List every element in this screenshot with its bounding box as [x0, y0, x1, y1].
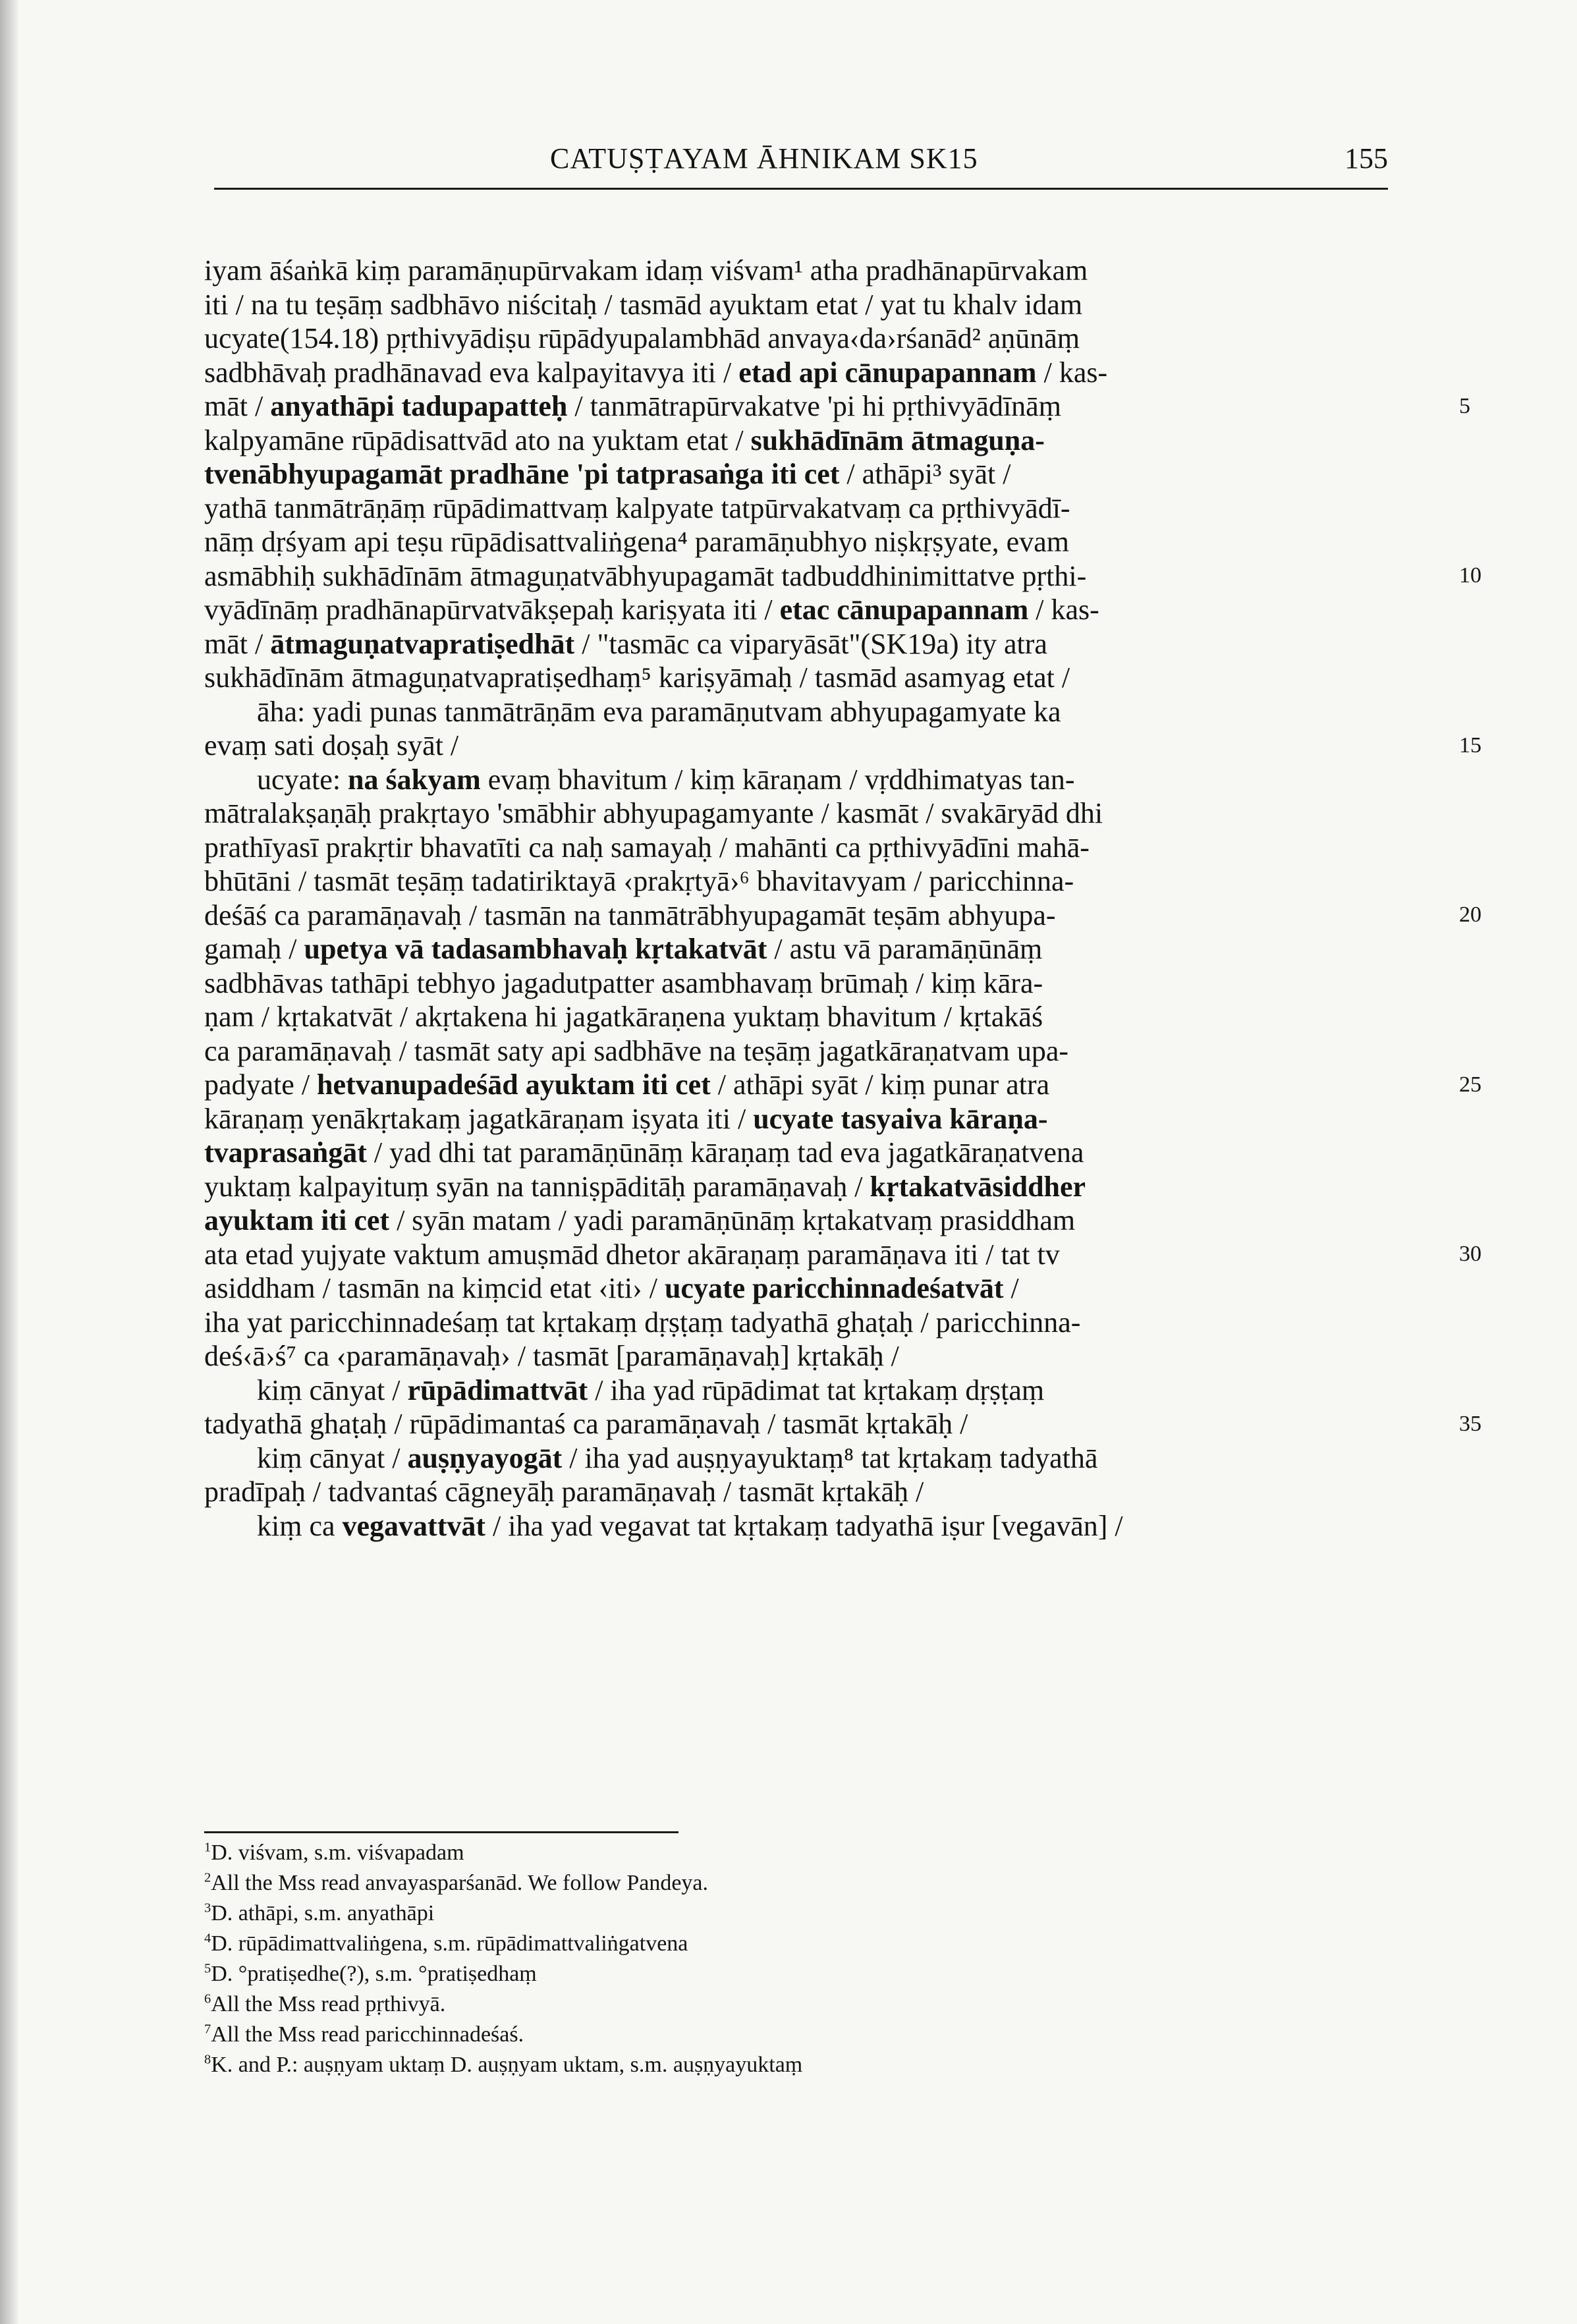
footnote: $^5$D. °pratiṣedhe(?), s.m. °pratiṣedhaṃ — [204, 1961, 537, 1986]
text-line: kalpyamāne rūpādisattvād ato na yuktam etat / sukhādīnām ātmaguṇa- — [204, 424, 1045, 456]
footnote: $^8$K. and P.: auṣṇyam uktaṃ D. auṣṇyam uktam, s.m. auṣṇyayuktaṃ — [204, 2052, 803, 2077]
page-edge-shadow — [0, 0, 20, 2324]
footnote: $^7$All the Mss read paricchinnadeśaś. — [204, 2022, 524, 2047]
main-text — [204, 254, 1423, 1543]
footnotes — [204, 1838, 1192, 2080]
text-line: māt / anyathāpi tadupapatteḥ / tanmātrapūrvakatve 'pi hi pṛthivyādīnāṃ — [204, 390, 1061, 422]
page-number: 155 — [1344, 142, 1388, 175]
text-line: sadbhāvaḥ pradhānavad eva kalpayitavya iti / etad api cānupapannam / kas- — [204, 356, 1108, 389]
text-line: ata etad yujyate vaktum amuṣmād dhetor akāraṇaṃ paramāṇava iti / tat tv — [204, 1238, 1060, 1271]
footnote: $^3$D. athāpi, s.m. anyathāpi — [204, 1900, 435, 1925]
line-number: 5 — [1459, 394, 1470, 418]
text-line: asiddham / tasmān na kiṃcid etat ‹iti› / ucyate paricchinnadeśatvāt / — [204, 1272, 1019, 1304]
text-line: kāraṇaṃ yenākṛtakaṃ jagatkāraṇam iṣyata iti / ucyate tasyaiva kāraṇa- — [204, 1102, 1048, 1135]
text-line: kiṃ cānyat / rūpādimattvāt / iha yad rūpādimat tat kṛtakaṃ dṛṣṭaṃ — [257, 1373, 1045, 1406]
text-line: vyādīnāṃ pradhānapūrvatvākṣepaḥ kariṣyata iti / etac cānupapannam / kas- — [204, 594, 1099, 626]
footnote-rule — [204, 1831, 678, 1833]
line-number: 35 — [1459, 1412, 1481, 1436]
line-number: 15 — [1459, 733, 1481, 758]
text-line: ucyate(154.18) pṛthivyādiṣu rūpādyupalambhād anvaya‹da›rśanād² aṇūnāṃ — [204, 322, 1080, 354]
text-line: ṇam / kṛtakatvāt / akṛtakena hi jagatkāraṇena yuktaṃ bhavitum / kṛtakāś — [204, 1001, 1043, 1033]
text-line: iha yat paricchinnadeśaṃ tat kṛtakaṃ dṛṣṭaṃ tadyathā ghaṭaḥ / paricchinna- — [204, 1306, 1081, 1339]
text-line: kiṃ ca vegavattvāt / iha yad vegavat tat kṛtakaṃ tadyathā iṣur [vegavān] / — [257, 1509, 1123, 1542]
text-line: ca paramāṇavaḥ / tasmāt saty api sadbhāve na teṣāṃ jagatkāraṇatvam upa- — [204, 1034, 1069, 1067]
line-number: 25 — [1459, 1072, 1481, 1097]
text-line: tvaprasaṅgāt / yad dhi tat paramāṇūnāṃ kāraṇaṃ tad eva jagatkāraṇatvena — [204, 1136, 1084, 1169]
text-line: evaṃ sati doṣaḥ syāt / — [204, 729, 459, 761]
running-head: CATUṢṬAYAM ĀHNIKAM SK15 — [550, 142, 978, 175]
text-line: iti / na tu teṣāṃ sadbhāvo niścitaḥ / tasmād ayuktam etat / yat tu khalv idam — [204, 288, 1083, 321]
footnote: $^2$All the Mss read anvayasparśanād. We follow Pandeya. — [204, 1870, 709, 1895]
text-line: deśāś ca paramāṇavaḥ / tasmān na tanmātrābhyupagamāt teṣām abhyupa- — [204, 899, 1056, 931]
text-line: kiṃ cānyat / auṣṇyayogāt / iha yad auṣṇyayuktaṃ⁸ tat kṛtakaṃ tadyathā — [257, 1441, 1098, 1474]
text-line: sadbhāvas tathāpi tebhyo jagadutpatter asambhavaṃ brūmaḥ / kiṃ kāra- — [204, 966, 1043, 999]
text-line: māt / ātmaguṇatvapratiṣedhāt / "tasmāc ca viparyāsāt"(SK19a) ity atra — [204, 627, 1047, 660]
text-line: deś‹ā›ś⁷ ca ‹paramāṇavaḥ› / tasmāt [paramāṇavaḥ] kṛtakāḥ / — [204, 1340, 899, 1372]
text-line: yathā tanmātrāṇāṃ rūpādimattvaṃ kalpyate tatpūrvakatvaṃ ca pṛthivyādī- — [204, 491, 1070, 524]
text-line: tvenābhyupagamāt pradhāne 'pi tatprasaṅga iti cet / athāpi³ syāt / — [204, 458, 1011, 490]
text-line: mātralakṣaṇāḥ prakṛtayo 'smābhir abhyupagamyante / kasmāt / svakāryād dhi — [204, 797, 1103, 829]
text-line: ucyate: na śakyam evaṃ bhavitum / kiṃ kāraṇam / vṛddhimatyas tan- — [257, 763, 1075, 796]
text-line: asmābhiḥ sukhādīnām ātmaguṇatvābhyupagamāt tadbuddhinimittatve pṛthi- — [204, 559, 1087, 592]
text-line: padyate / hetvanupadeśād ayuktam iti cet / athāpi syāt / kiṃ punar atra — [204, 1068, 1050, 1101]
line-number: 10 — [1459, 563, 1481, 588]
text-line: gamaḥ / upetya vā tadasambhavaḥ kṛtakatvāt / astu vā paramāṇūnāṃ — [204, 933, 1043, 965]
footnote: $^1$D. viśvam, s.m. viśvapadam — [204, 1840, 464, 1865]
line-number: 30 — [1459, 1242, 1481, 1266]
footnote: $^6$All the Mss read pṛthivyā. — [204, 1991, 446, 2016]
footnote: $^4$D. rūpādimattvaliṅgena, s.m. rūpādimattvaliṅgatvena — [204, 1931, 688, 1956]
text-line: iyam āśaṅkā kiṃ paramāṇupūrvakam idaṃ viśvam¹ atha pradhānapūrvakam — [204, 254, 1088, 287]
text-line: āha: yadi punas tanmātrāṇām eva paramāṇutvam abhyupagamyate ka — [257, 695, 1061, 728]
text-line: tadyathā ghaṭaḥ / rūpādimantaś ca paramāṇavaḥ / tasmāt kṛtakāḥ / — [204, 1408, 968, 1440]
text-line: ayuktam iti cet / syān matam / yadi paramāṇūnāṃ kṛtakatvaṃ prasiddham — [204, 1204, 1076, 1236]
text-line: bhūtāni / tasmāt teṣāṃ tadatiriktayā ‹prakṛtyā›⁶ bhavitavyam / paricchinna- — [204, 865, 1074, 897]
text-line: pradīpaḥ / tadvantaś cāgneyāḥ paramāṇavaḥ / tasmāt kṛtakāḥ / — [204, 1476, 924, 1508]
page-header — [214, 135, 1388, 190]
line-number: 20 — [1459, 902, 1481, 927]
text-line: nāṃ dṛśyam api teṣu rūpādisattvaliṅgena⁴ paramāṇubhyo niṣkṛṣyate, evam — [204, 526, 1069, 558]
text-line: sukhādīnām ātmaguṇatvapratiṣedhaṃ⁵ kariṣyāmaḥ / tasmād asamyag etat / — [204, 661, 1070, 694]
text-line: prathīyasī prakṛtir bhavatīti ca naḥ samayaḥ / mahānti ca pṛthivyādīni mahā- — [204, 831, 1090, 864]
text-line: yuktaṃ kalpayituṃ syān na tanniṣpāditāḥ paramāṇavaḥ / kṛtakatvāsiddher — [204, 1170, 1086, 1203]
